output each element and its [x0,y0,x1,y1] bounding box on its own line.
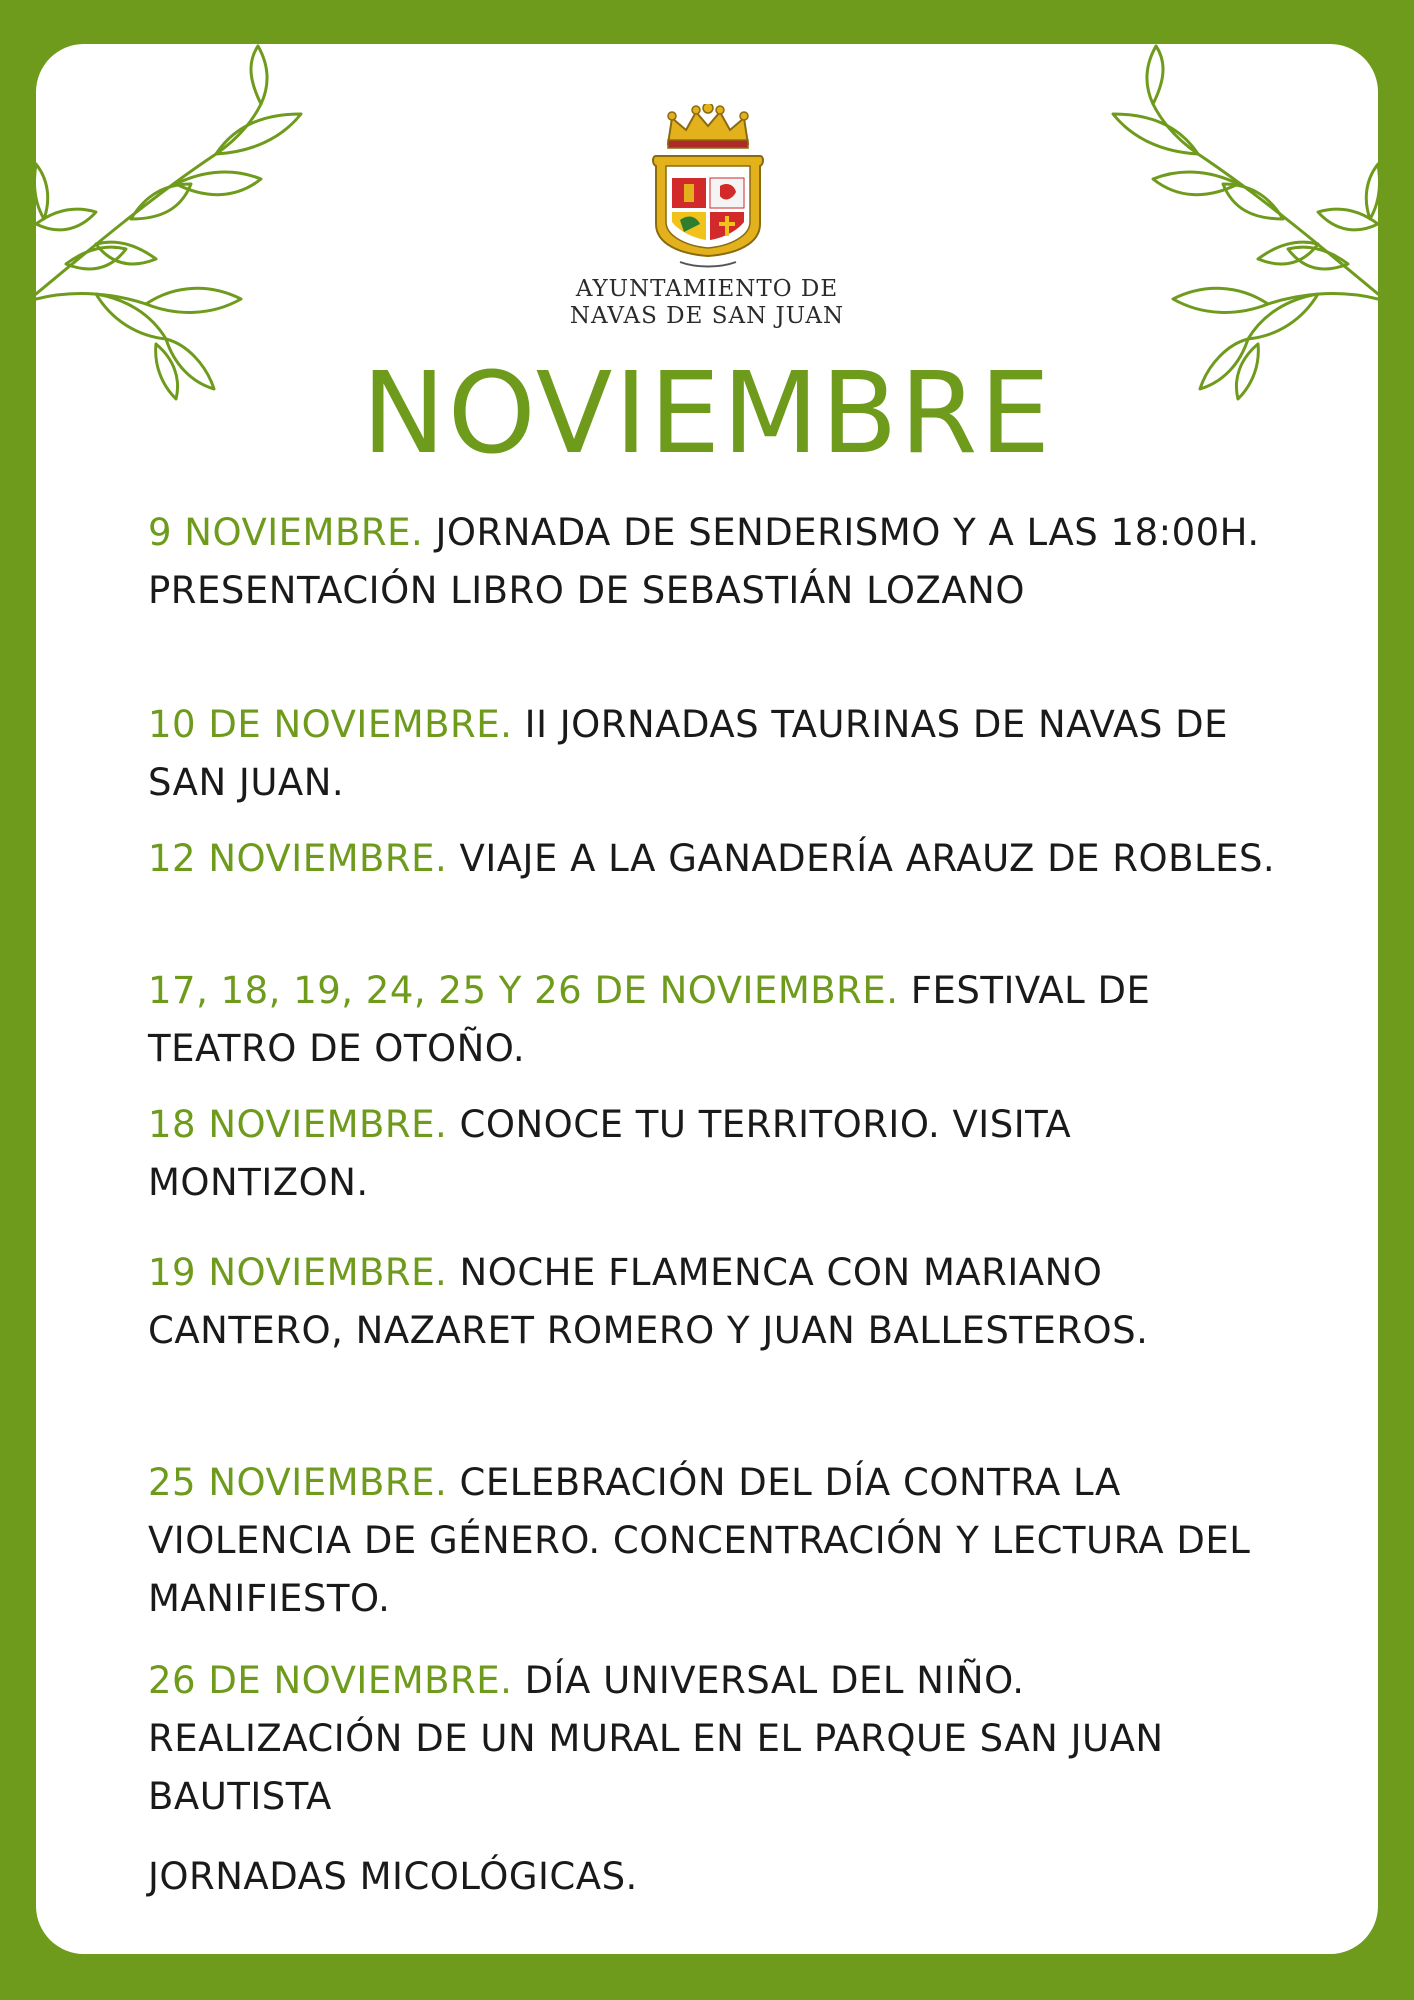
event-date: 26 DE NOVIEMBRE. [148,1659,513,1702]
organization-name-line2: NAVAS DE SAN JUAN [569,303,845,329]
event-item [148,1096,1288,1212]
organization-name-line1: AYUNTAMIENTO DE [575,276,839,302]
event-item [148,1244,1288,1360]
event-description: DÍA UNIVERSAL DEL NIÑO. REALIZACIÓN DE UN MURAL EN EL PARQUE SAN JUAN BAUTISTA [148,1659,1164,1818]
poster-card [36,44,1378,1954]
event-description: NOCHE FLAMENCA CON MARIANO CANTERO, NAZARET ROMERO Y JUAN BALLESTEROS. [148,1251,1149,1352]
event-item [148,1652,1288,1826]
event-date: 18 NOVIEMBRE. [148,1103,448,1146]
event-item [148,1454,1288,1628]
event-description: JORNADA DE SENDERISMO Y A LAS 18:00H. PRESENTACIÓN LIBRO DE SEBASTIÁN LOZANO [148,511,1260,612]
event-item [148,830,1288,888]
event-date: 25 NOVIEMBRE. [148,1461,448,1504]
event-date: 10 DE NOVIEMBRE. [148,703,513,746]
organization-name [457,276,957,330]
event-item [148,696,1288,812]
event-description: JORNADAS MICOLÓGICAS. [148,1855,638,1898]
event-item [148,504,1288,620]
event-item [148,962,1288,1078]
event-description: CELEBRACIÓN DEL DÍA CONTRA LA VIOLENCIA DE GÉNERO. CONCENTRACIÓN Y LECTURA DEL MANIFIESTO. [148,1461,1251,1620]
event-description: VIAJE A LA GANADERÍA ARAUZ DE ROBLES. [459,837,1276,880]
event-description: II JORNADAS TAURINAS DE NAVAS DE SAN JUAN. [148,703,1228,804]
event-date: 12 NOVIEMBRE. [148,837,448,880]
event-item [148,1848,1288,1906]
event-date: 9 NOVIEMBRE. [148,511,424,554]
event-description: FESTIVAL DE TEATRO DE OTOÑO. [148,969,1151,1070]
event-description: CONOCE TU TERRITORIO. VISITA MONTIZON. [148,1103,1072,1204]
page-title: NOVIEMBRE [361,349,1053,479]
coat-of-arms-icon [650,104,766,274]
event-date: 17, 18, 19, 24, 25 Y 26 DE NOVIEMBRE. [148,969,899,1012]
event-date: 19 NOVIEMBRE. [148,1251,448,1294]
